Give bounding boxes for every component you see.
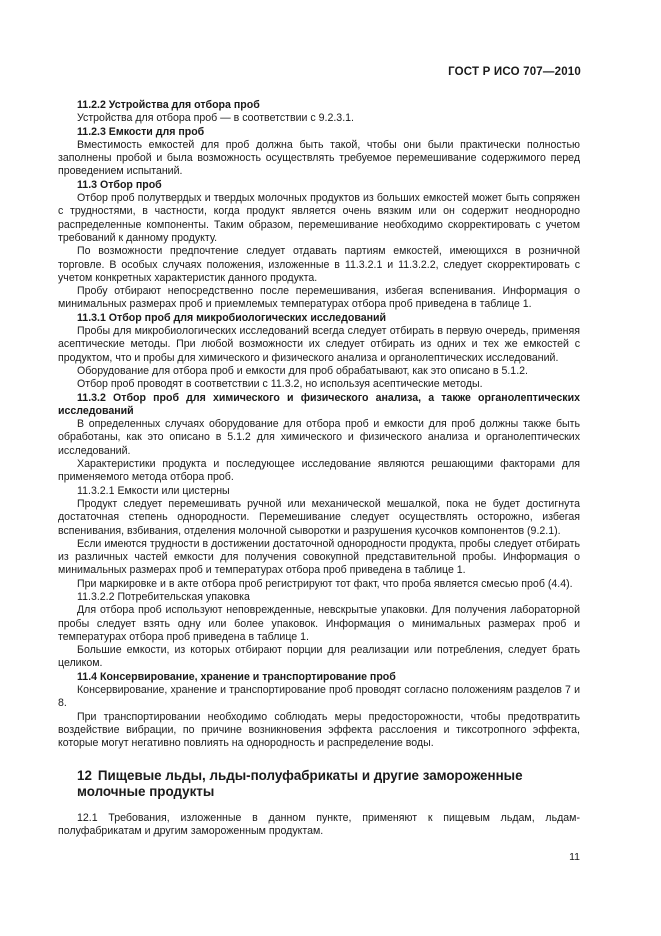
body-paragraph: При маркировке и в акте отбора проб регистрируют тот факт, что проба является смесью проб (4.4). xyxy=(77,577,573,590)
body-paragraph: Устройства для отбора проб — в соответствии с 9.2.3.1. xyxy=(77,112,354,125)
subsection-heading: 11.3.2 Отбор проб для химического и физического анализа, а также органолептических исследований xyxy=(58,391,580,417)
body-paragraph: При транспортировании необходимо соблюдать меры предосторожности, чтобы предотвратить воздействие вибрации, по причине возникновения эффекта расслоения и тиксотропного эффекта, которые могут негативно повлиять на однородность и распределение воды. xyxy=(58,710,580,750)
subsection-heading: 11.4 Консервирование, хранение и транспортирование проб xyxy=(77,670,396,683)
section-title-line-1: Пищевые льды, льды-полуфабрикаты и другие замороженные xyxy=(97,767,523,783)
body-paragraph: Характеристики продукта и последующее исследование являются решающими факторами для применяемого метода отбора проб. xyxy=(58,458,580,484)
body-paragraph: Вместимость емкостей для проб должна быть такой, чтобы они были практически полностью заполнены пробой и была возможность осуществлять требуемое перемешивание содержимого перед проведением испытаний. xyxy=(58,138,580,178)
page-number: 11 xyxy=(569,851,580,863)
body-paragraph: Оборудование для отбора проб и емкости для проб обрабатывают, как это описано в 5.1.2. xyxy=(77,364,528,377)
document-body xyxy=(58,99,580,838)
section-title-line-2: молочные продукты xyxy=(77,784,215,800)
subsection-heading: 11.2.3 Емкости для проб xyxy=(77,125,205,138)
body-paragraph: Отбор проб проводят в соответствии с 11.3.2, но используя асептические методы. xyxy=(77,378,483,391)
subsection-heading: 11.3 Отбор проб xyxy=(77,178,162,191)
subsection-heading: 11.2.2 Устройства для отбора проб xyxy=(77,99,260,111)
body-paragraph: Для отбора проб используют неповрежденные, невскрытые упаковки. Для получения лабораторной пробы следует взять одну или более упаковок. Информация о минимальных размерах проб и температурах отбора проб приведена в таблице 1. xyxy=(58,604,580,643)
body-paragraph: 12.1 Требования, изложенные в данном пункте, применяют к пищевым льдам, льдам-полуфабрикатам и другим замороженным продуктам. xyxy=(58,811,580,837)
section-number: 12 xyxy=(77,767,92,783)
section-12-heading xyxy=(58,768,580,801)
body-paragraph: Отбор проб полутвердых и твердых молочных продуктов из больших емкостей может быть сопряжен с трудностями, в частности, когда продукт является очень вязким или он содержит неоднородно распределенные компоненты. Таким образом, перемешивание необходимо скорректировать с учетом требований к данному продукту. xyxy=(58,192,580,244)
body-paragraph: 11.3.2.1 Емкости или цистерны xyxy=(77,484,230,497)
body-paragraph: Большие емкости, из которых отбирают порции для реализации или потребления, следует брать целиком. xyxy=(58,644,580,670)
body-paragraph: Пробу отбирают непосредственно после перемешивания, избегая вспенивания. Информация о минимальных размерах проб и приемлемых температурах отбора проб приведена в таблице 1. xyxy=(58,285,580,311)
body-paragraph: По возможности предпочтение следует отдавать партиям емкостей, имеющихся в розничной торговле. В особых случаях положения, изложенные в 11.3.2.1 и 11.3.2.2, следует скорректировать с учетом конкретных характеристик данного продукта. xyxy=(58,245,580,284)
body-paragraph: Консервирование, хранение и транспортирование проб проводят согласно положениям разделов 7 и 8. xyxy=(58,684,580,710)
body-paragraph: Пробы для микробиологических исследований всегда следует отбирать в первую очередь, применяя асептические методы. При любой возможности их следует отбирать из одних и тех же емкостей с продуктом, что и пробы для химического и физического анализа и органолептических исследований. xyxy=(58,325,580,364)
section-12-paragraph-list xyxy=(58,812,580,839)
body-paragraph: В определенных случаях оборудование для отбора проб и емкости для проб должны также быть обработаны, как это описано в 5.1.2 для химического и физического анализа и органолептических исследований. xyxy=(58,418,580,457)
document-code-header: ГОСТ Р ИСО 707—2010 xyxy=(448,66,581,78)
paragraph-list xyxy=(58,99,580,751)
subsection-heading: 11.3.1 Отбор проб для микробиологических исследований xyxy=(77,311,387,324)
body-paragraph: Если имеются трудности в достижении достаточной однородности продукта, пробы следует отбирать из различных частей емкости для получения совокупной представительной пробы. Информация о минимальных размерах проб и температурах отбора проб приведена в таблице 1. xyxy=(58,537,580,577)
body-paragraph: 11.3.2.2 Потребительская упаковка xyxy=(77,590,250,603)
body-paragraph: Продукт следует перемешивать ручной или механической мешалкой, пока не будет достигнута достаточная степень однородности. Перемешивание следует осуществлять осторожно, избегая вспенивания, взбивания, отделения молочной сыворотки и разрушения кусочков компонентов (9.2.1). xyxy=(58,497,580,537)
